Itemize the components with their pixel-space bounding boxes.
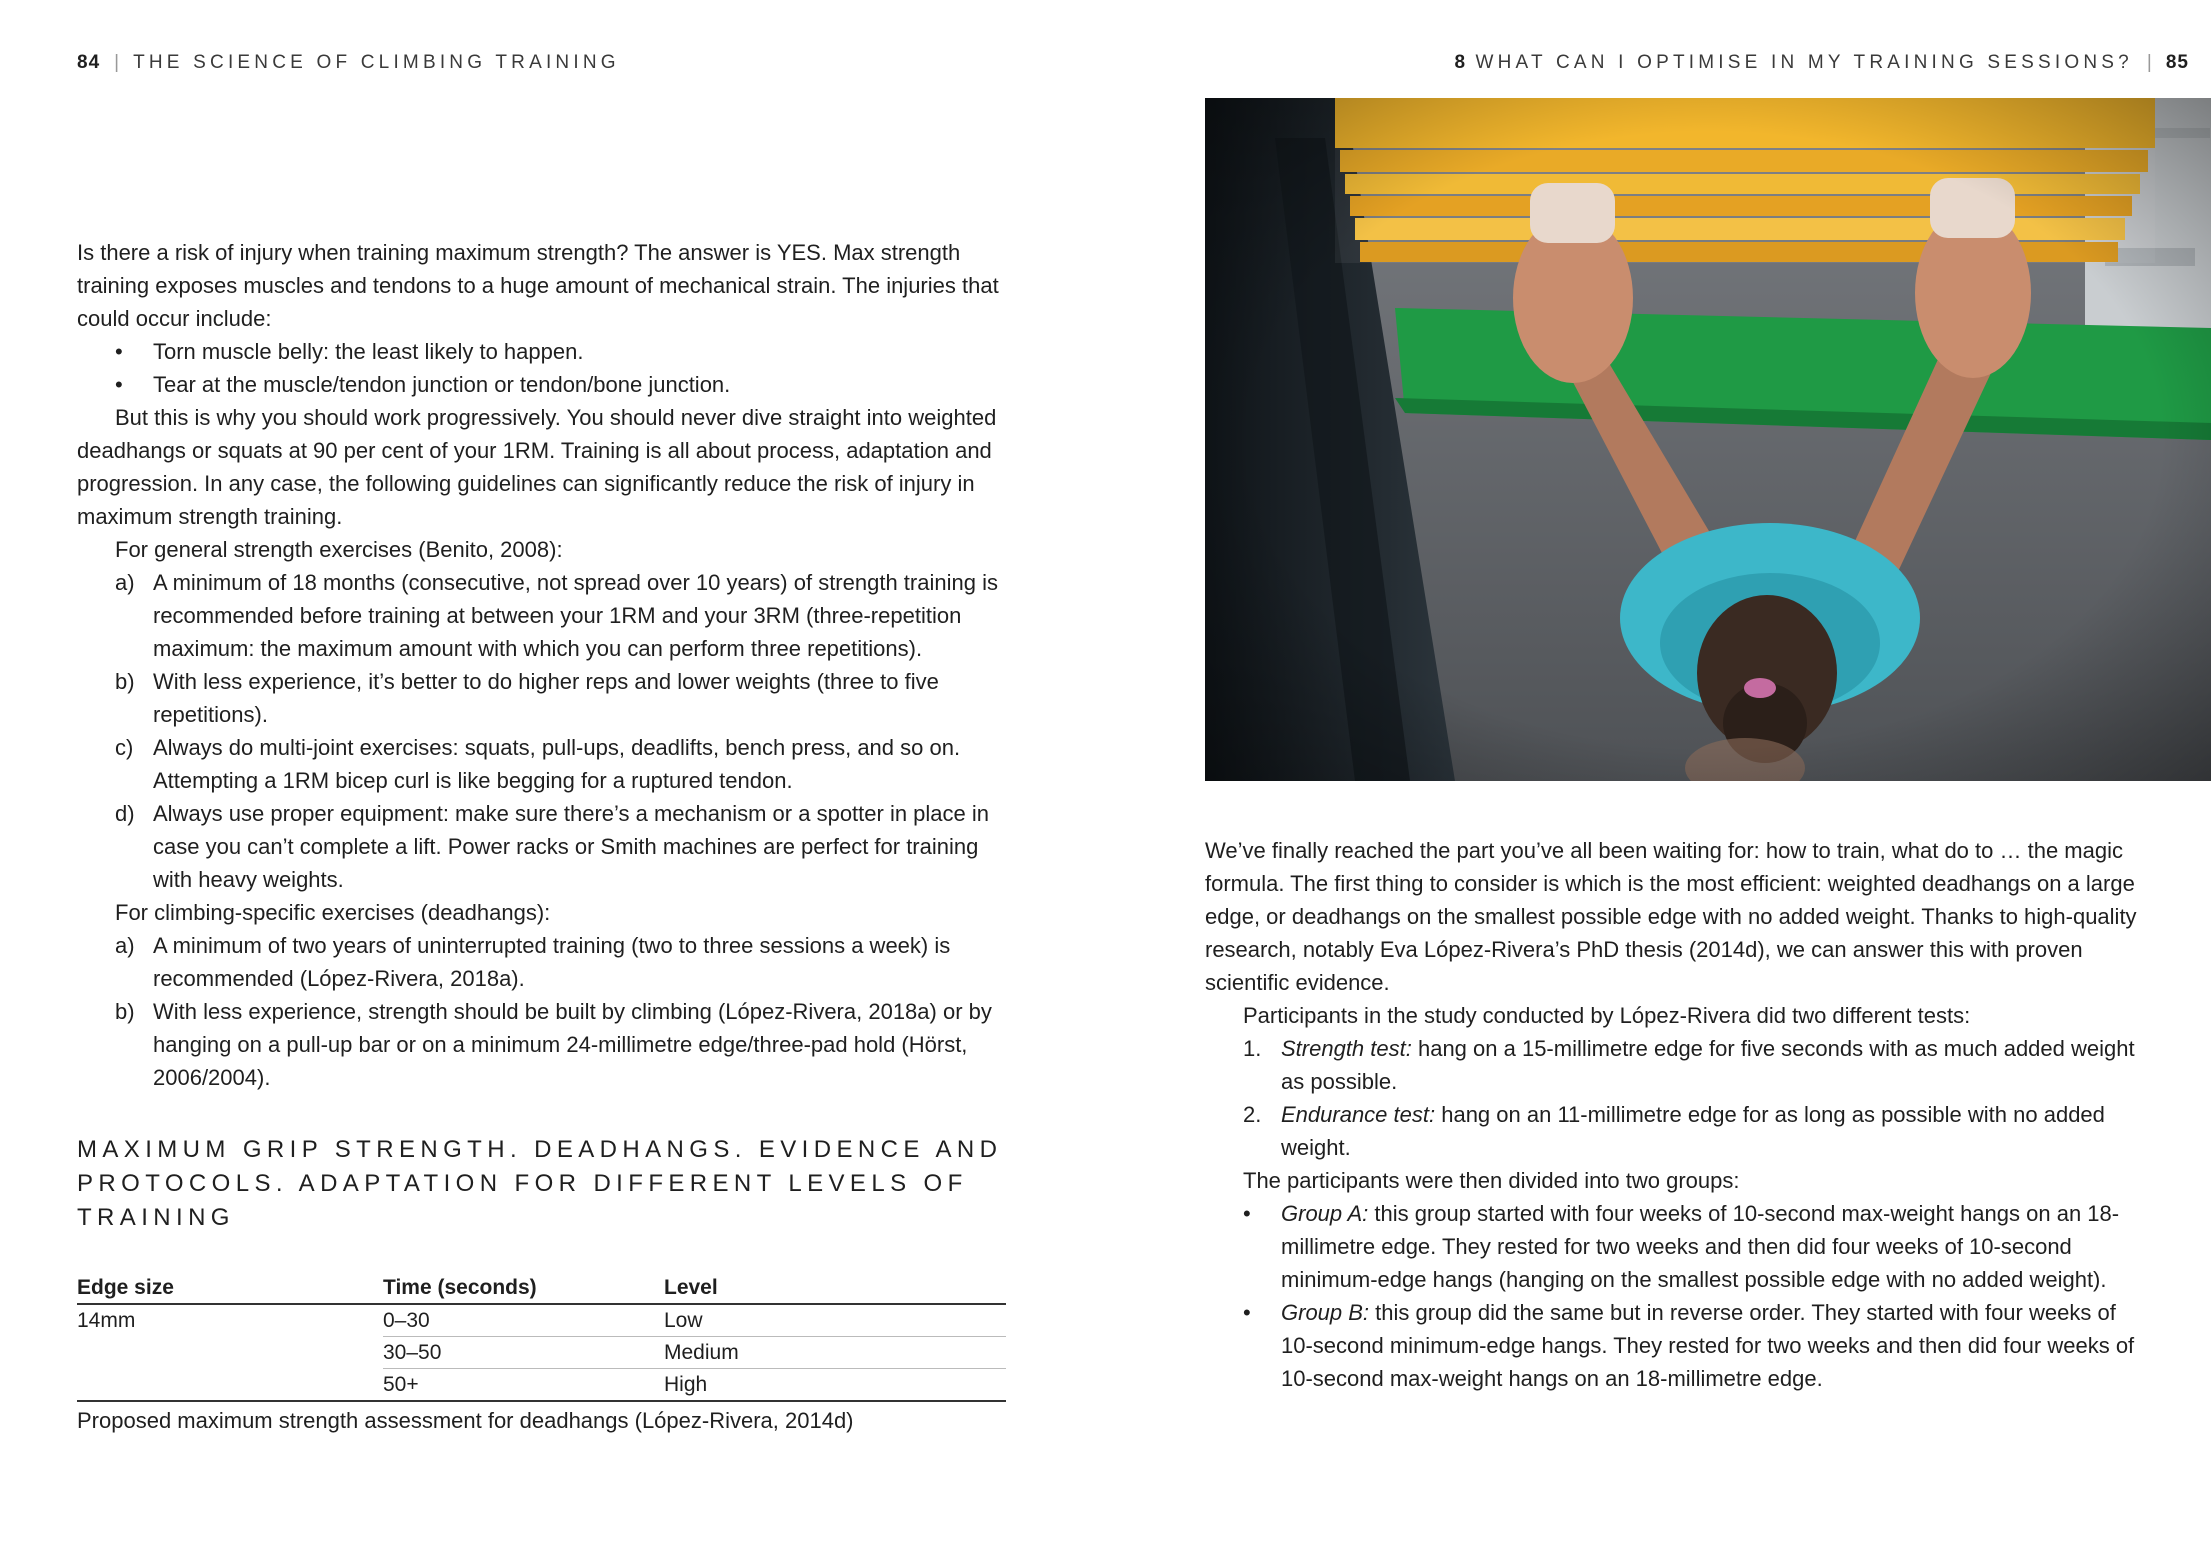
list-item: a) A minimum of 18 months (consecutive, not spread over 10 years) of strength training is recommended before training at between your 1RM and your 3RM (three-repetition maximum: the maximum amount with which you can perform three repetitions). [115, 570, 998, 661]
list-item: d) Always use proper equipment: make sure there’s a mechanism or a spotter in place in case you can’t complete a lift. Power racks or Smith machines are perfect for training with heavy weights. [115, 801, 990, 892]
tests-intro: Participants in the study conducted by López-Rivera did two different tests: [1243, 1003, 1971, 1028]
separator: | [114, 52, 120, 73]
table-cell: Low [664, 1304, 1006, 1337]
section-heading: MAXIMUM GRIP STRENGTH. DEADHANGS. EVIDENCE AND PROTOCOLS. ADAPTATION FOR DIFFERENT LEVELS OF TRAINING [77, 1136, 1003, 1231]
left-page-body [77, 236, 1007, 1437]
table-cell: 0–30 [383, 1304, 664, 1337]
groups-intro: The participants were then divided into two groups: [1243, 1168, 1740, 1193]
table-cell: 50+ [383, 1369, 664, 1402]
book-title: THE SCIENCE OF CLIMBING TRAINING [133, 52, 620, 73]
column-header: Edge size [77, 1273, 383, 1304]
running-head-left [77, 52, 620, 74]
table-cell: 30–50 [383, 1337, 664, 1369]
chapter-title: WHAT CAN I OPTIMISE IN MY TRAINING SESSIONS? [1475, 52, 2133, 73]
right-page-body [1205, 834, 2145, 1395]
list-item: • Group A: this group started with four weeks of 10-second max-weight hangs on an 18-millimetre edge. They rested for two weeks and then did four weeks of 10-second minimum-edge hangs (hanging on the smallest possible edge with no added weight). [1205, 1197, 2145, 1296]
table-row [77, 1304, 1006, 1337]
list-item: a) A minimum of two years of uninterrupted training (two to three sessions a week) is recommended (López-Rivera, 2018a). [115, 933, 951, 991]
column-header: Time (seconds) [383, 1273, 664, 1304]
table-header-row [77, 1273, 1006, 1304]
progressive-paragraph: But this is why you should work progressively. You should never dive straight into weighted deadhangs or squats at 90 per cent of your 1RM. Training is all about process, adaptation and progression. In any case, the following guidelines can significantly reduce the risk of injury in maximum strength training. [77, 405, 997, 529]
bullet-icon: • [1243, 1201, 1251, 1226]
general-intro: For general strength exercises (Benito, 2008): [115, 537, 563, 562]
list-item: b) With less experience, it’s better to do higher reps and lower weights (three to five repetitions). [115, 669, 939, 727]
table-cell: 14mm [77, 1309, 136, 1333]
intro-paragraph: Is there a risk of injury when training maximum strength? The answer is YES. Max strength training exposes muscles and tendons to a huge amount of mechanical strain. The injuries that could occur include: [77, 240, 999, 331]
table-row [77, 1369, 1006, 1402]
list-item: c) Always do multi-joint exercises: squats, pull-ups, deadlifts, bench press, and so on. Attempting a 1RM bicep curl is like begging for a ruptured tendon. [115, 735, 961, 793]
assessment-table [77, 1273, 1006, 1402]
list-item: • Tear at the muscle/tendon junction or tendon/bone junction. [77, 368, 1007, 401]
table-cell: High [664, 1369, 1006, 1402]
bullet-icon: • [115, 339, 123, 364]
table-caption: Proposed maximum strength assessment for deadhangs (López-Rivera, 2014d) [77, 1408, 854, 1433]
list-item: • Group B: this group did the same but in reverse order. They started with four weeks of 10-second minimum-edge hangs. They rested for two weeks and then did four weeks of 10-second max-weight hangs on an 18-millimetre edge. [1205, 1296, 2145, 1395]
page-number-left: 84 [77, 52, 101, 73]
page-number-right: 85 [2165, 52, 2189, 73]
table-cell [77, 1337, 383, 1369]
list-item: • Torn muscle belly: the least likely to happen. [77, 335, 1007, 368]
list-item: b) With less experience, strength should be built by climbing (López-Rivera, 2018a) or by hanging on a pull-up bar or on a minimum 24-millimetre edge/three-pad hold (Hörst, 2006/2004). [115, 999, 992, 1090]
table-cell [77, 1369, 383, 1402]
column-header: Level [664, 1273, 1006, 1304]
running-head-right [1454, 52, 2189, 74]
climbing-intro: For climbing-specific exercises (deadhangs): [115, 900, 551, 925]
list-item: 1. Strength test: hang on a 15-millimetre edge for five seconds with as much added weight as possible. [1243, 1036, 2135, 1094]
intro-paragraph: We’ve finally reached the part you’ve all been waiting for: how to train, what do to … the magic formula. The first thing to consider is which is the most efficient: weighted deadhangs on a large edge, or deadhangs on the smallest possible edge with no added weight. Thanks to high-quality research, notably Eva López-Rivera’s PhD thesis (2014d), we can answer this with proven scientific evidence. [1205, 838, 2137, 995]
table-row [77, 1337, 1006, 1369]
chapter-number: 8 [1454, 52, 1467, 73]
table-cell: Medium [664, 1337, 1006, 1369]
separator: | [2146, 52, 2152, 73]
climber-hanging-photo [1205, 98, 2211, 781]
bullet-icon: • [1243, 1300, 1251, 1325]
list-item: 2. Endurance test: hang on an 11-millimetre edge for as long as possible with no added weight. [1243, 1102, 2105, 1160]
bullet-icon: • [115, 372, 123, 397]
